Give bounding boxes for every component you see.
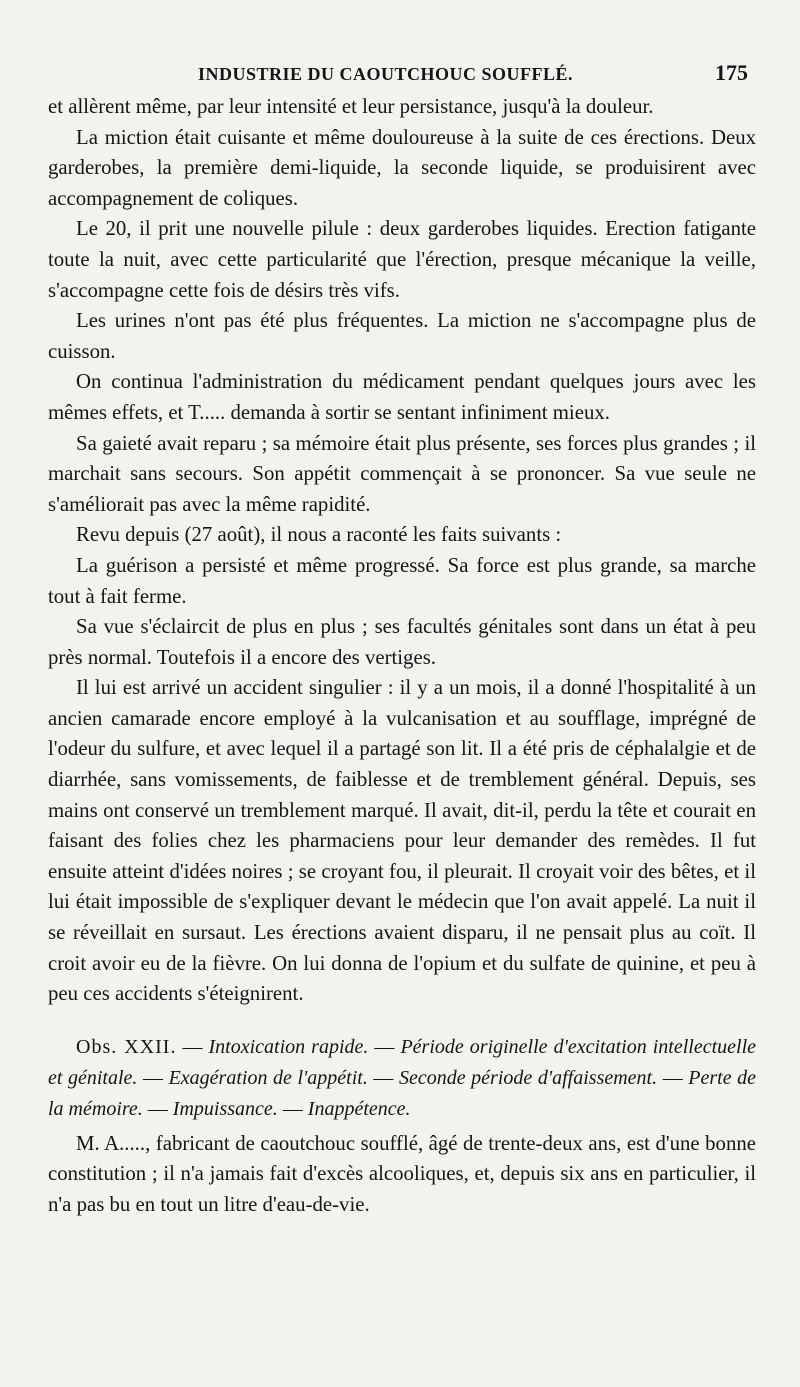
paragraph: M. A....., fabricant de caoutchouc soufflé, âgé de trente-deux ans, est d'une bonne constitution ; il n'a jamais fait d'excès alcooliques, et, depuis six ans en particulier, il n'a pas bu en tout un litre d'eau-de-vie. xyxy=(48,1131,756,1216)
page-header xyxy=(48,58,756,92)
paragraph: Les urines n'ont pas été plus fréquentes. La miction ne s'accompagne plus de cuisson. xyxy=(48,309,756,363)
paragraph: On continua l'administration du médicament pendant quelques jours avec les mêmes effets, et T..... demanda à sortir se sentant infiniment mieux. xyxy=(48,370,756,424)
observation-heading: Obs. XXII. — Intoxication rapide. — Période originelle d'excitation intellectuelle et génitale. — Exagération de l'appétit. — Seconde période d'affaissement. — Perte de la mémoire. — Impuissance. — Inappétence. xyxy=(48,1035,757,1120)
body-text xyxy=(48,92,756,1221)
observation-summary: Intoxication rapide. xyxy=(208,1035,369,1058)
observation-summary: Perte de la mémoire. xyxy=(48,1066,757,1120)
paragraph: Revu depuis (27 août), il nous a raconté les faits suivants : xyxy=(76,523,562,547)
paragraph: Sa gaieté avait reparu ; sa mémoire était plus présente, ses forces plus grandes ; il marchait sans secours. Son appétit commençait à se prononcer. Sa vue seule ne s'améliorait pas avec la même rapidité. xyxy=(48,431,756,516)
observation-label: Obs. XXII. xyxy=(76,1035,177,1058)
paragraph: La miction était cuisante et même douloureuse à la suite de ces érections. Deux garderobes, la première demi-liquide, la seconde liquide, se produisirent avec accompagnement de coliques. xyxy=(48,125,756,210)
observation-summary: Impuissance. xyxy=(172,1097,278,1120)
paragraph: Il lui est arrivé un accident singulier : il y a un mois, il a donné l'hospitalité à un ancien camarade encore employé à la vulcanisation et au soufflage, imprégné de l'odeur du sulfure, et avec lequel il a partagé son lit. Il a été pris de céphalalgie et de diarrhée, sans vomissements, de faiblesse et de tremblement général. Depuis, ses mains ont conservé un tremblement marqué. Il avait, dit-il, perdu la tête et courait en faisant des folies chez les pharmaciens pour leur demander des remèdes. Il fut ensuite atteint d'idées noires ; se croyant fou, il pleurait. Il croyait voir des bêtes, et il lui était impossible de s'expliquer devant le médecin que l'on avait appelé. La nuit il se réveillait en sursaut. Les érections avaient disparu, il ne pensait plus au coït. Il croit avoir eu de la fièvre. On lui donna de l'opium et du sulfate de quinine, et peu à peu ces accidents s'éteignirent. xyxy=(48,676,756,1006)
paragraph: Sa vue s'éclaircit de plus en plus ; ses facultés génitales sont dans un état à peu près normal. Toutefois il a encore des vertiges. xyxy=(48,615,756,669)
running-title: INDUSTRIE DU CAOUTCHOUC SOUFFLÉ. xyxy=(198,64,574,84)
paragraph: et allèrent même, par leur intensité et leur persistance, jusqu'à la douleur. xyxy=(48,95,654,118)
page-number: 175 xyxy=(715,60,748,85)
observation-summary: Période originelle d'excitation intellectuelle et génitale. xyxy=(48,1035,757,1089)
observation-summary: Inappétence. xyxy=(307,1097,411,1120)
paragraph: Le 20, il prit une nouvelle pilule : deux garderobes liquides. Erection fatigante toute la nuit, avec cette particularité que l'érection, presque mécanique la veille, s'accompagne cette fois de désirs très vifs. xyxy=(48,217,756,302)
observation-summary: Exagération de l'appétit. xyxy=(168,1066,368,1089)
observation-summary: Seconde période d'affaissement. xyxy=(398,1066,658,1089)
paragraph: La guérison a persisté et même progressé. Sa force est plus grande, sa marche tout à fait ferme. xyxy=(48,553,756,608)
